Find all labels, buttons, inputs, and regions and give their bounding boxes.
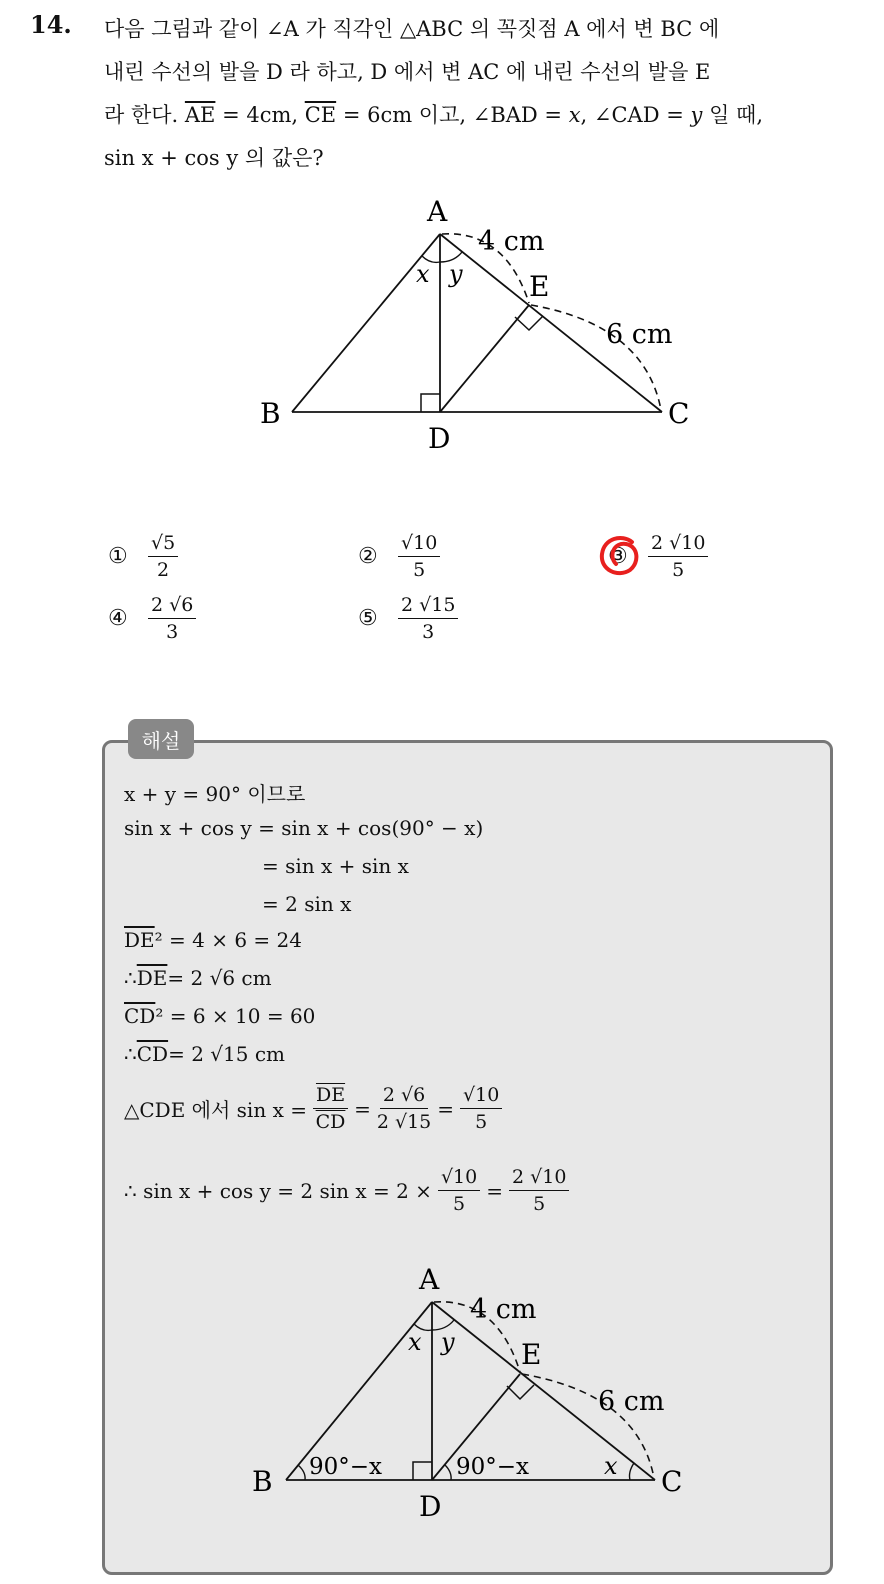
q3-ce: $\overline{CE}$ <box>304 103 337 127</box>
sol-label-ce-length: 6 cm <box>598 1386 665 1417</box>
question-line-4: sin x + cos y 의 값은? <box>104 146 324 170</box>
sol10-pre: ∴ sin x + cos y = 2 sin x = 2 × <box>124 1178 432 1203</box>
q3-a: 라 한다. <box>104 103 185 127</box>
choice-5-number: ⑤ <box>358 606 378 631</box>
label-ae-length: 4 cm <box>478 226 545 257</box>
label-e: E <box>529 270 550 303</box>
sol-angle-arc-d <box>445 1465 451 1480</box>
solution-line-6 <box>124 966 272 990</box>
right-angle-d <box>421 394 440 412</box>
choice-4-number: ④ <box>108 606 128 631</box>
solution-line-10 <box>124 1164 575 1217</box>
sol6-bar: $\overline{DE}$ <box>136 966 168 990</box>
answer-mark-circle-icon <box>596 532 646 584</box>
question-number: 14. <box>30 10 72 39</box>
sol9-frac-1 <box>313 1082 348 1135</box>
sol-label-angle-x: x <box>408 1328 422 1356</box>
solution-line-7 <box>124 1004 315 1028</box>
choice-1-number: ① <box>108 544 128 569</box>
solution-line-4: = 2 sin x <box>262 892 352 916</box>
question-line-2: 내린 수선의 발을 D 라 하고, D 에서 변 AC 에 내린 수선의 발을 E <box>104 60 711 84</box>
label-angle-y: y <box>449 260 463 288</box>
q3-b: = 4cm, <box>215 103 305 127</box>
q3-ae: $\overline{AE}$ <box>184 103 216 127</box>
choice-3-value <box>648 530 708 583</box>
solution-triangle-figure <box>0 1250 884 1550</box>
sol9-eq: = <box>354 1096 371 1121</box>
choice-1-value <box>148 530 178 583</box>
sol-label-c: C <box>661 1465 683 1498</box>
sol9-frac-2 <box>377 1082 431 1135</box>
sol9-f1-num: $\overline{DE}$ <box>313 1082 348 1109</box>
choice-2-value <box>398 530 440 583</box>
q3-x: x <box>568 103 581 127</box>
choice-4-numerator: 2 √6 <box>148 592 196 619</box>
sol-right-angle-e <box>507 1385 534 1399</box>
choice-1-numerator: √5 <box>148 530 178 557</box>
label-a: A <box>427 195 448 228</box>
sol6-rest: = 2 √6 cm <box>167 966 272 990</box>
sol8-rest: = 2 √15 cm <box>168 1042 285 1066</box>
choice-3-number: ③ <box>608 544 628 569</box>
sol-label-b: B <box>252 1465 273 1498</box>
label-angle-x: x <box>416 260 430 288</box>
solution-line-5 <box>124 928 302 952</box>
sol-angle-arc-c <box>630 1463 635 1480</box>
solution-line-8 <box>124 1042 285 1066</box>
label-d: D <box>428 422 451 455</box>
label-b: B <box>260 397 281 430</box>
sol9-f2-den: 2 √15 <box>376 1111 432 1133</box>
q3-c: = 6cm 이고, ∠BAD = <box>336 103 569 127</box>
choice-2-denominator: 5 <box>413 559 426 581</box>
q3-e: 일 때, <box>702 103 763 127</box>
sol10-frac-1 <box>438 1164 480 1217</box>
label-ce-length: 6 cm <box>606 319 673 350</box>
triangle-figure <box>0 0 884 480</box>
sol-label-angle-d: 90°−x <box>456 1454 530 1480</box>
question-line-1: 다음 그림과 같이 ∠A 가 직각인 △ABC 의 꼭짓점 A 에서 변 BC 에 <box>104 17 720 41</box>
sol5-rest: ² = 4 × 6 = 24 <box>154 928 302 952</box>
sol10-f1-num: √10 <box>438 1164 480 1191</box>
sol5-bar: $\overline{DE}$ <box>124 928 155 952</box>
choice-2-numerator: √10 <box>398 530 440 557</box>
sol9-f1-den: CD <box>315 1111 346 1133</box>
solution-line-1: x + y = 90° 이므로 <box>124 782 306 806</box>
solution-tag: 해설 <box>128 719 194 759</box>
sol-right-angle-d <box>413 1462 432 1480</box>
choice-3-numerator: 2 √10 <box>648 530 708 557</box>
sol-label-angle-y: y <box>441 1328 455 1356</box>
choice-5-numerator: 2 √15 <box>398 592 458 619</box>
choice-3-denominator: 5 <box>672 559 685 581</box>
solution-line-3: = sin x + sin x <box>262 854 409 878</box>
sol8-bar: $\overline{CD}$ <box>136 1042 169 1066</box>
sol-label-a: A <box>419 1263 440 1296</box>
sol-angle-arc-b <box>298 1465 305 1480</box>
q3-y: y <box>690 103 703 127</box>
sol9-f2-num: 2 √6 <box>380 1082 428 1109</box>
choice-2-number: ② <box>358 544 378 569</box>
choice-5-value <box>398 592 458 645</box>
choice-5[interactable] <box>358 592 458 645</box>
sol-label-e: E <box>521 1338 542 1371</box>
sol-label-d: D <box>419 1490 442 1523</box>
sol10-f1-den: 5 <box>453 1193 466 1215</box>
q3-d: , ∠CAD = <box>580 103 691 127</box>
segment-de <box>440 305 529 412</box>
sol9-eq2: = <box>437 1096 455 1121</box>
choice-4[interactable] <box>108 592 196 645</box>
sol9-f3-den: 5 <box>475 1111 488 1133</box>
sol7-bar: $\overline{CD}$ <box>124 1004 156 1028</box>
answer-mark-stroke <box>602 538 637 573</box>
solution-line-2: sin x + cos y = sin x + cos(90° − x) <box>124 816 484 840</box>
sol6-pre: ∴ <box>124 966 137 990</box>
solution-line-9 <box>124 1082 508 1135</box>
sol10-eq: = <box>486 1178 504 1203</box>
sol8-pre: ∴ <box>124 1042 137 1066</box>
choice-2[interactable] <box>358 530 440 583</box>
sol-label-angle-b: 90°−x <box>309 1454 383 1480</box>
label-c: C <box>668 397 690 430</box>
choice-1[interactable] <box>108 530 178 583</box>
sol9-f3-num: √10 <box>460 1082 502 1109</box>
sol-label-angle-c: x <box>604 1452 618 1480</box>
choice-4-value <box>148 592 196 645</box>
sol9-pre: △CDE 에서 sin x = <box>124 1098 307 1122</box>
choice-1-denominator: 2 <box>157 559 170 581</box>
sol10-f2-den: 5 <box>533 1193 546 1215</box>
sol10-frac-2 <box>509 1164 569 1217</box>
choice-4-denominator: 3 <box>166 621 179 643</box>
sol10-f2-num: 2 √10 <box>509 1164 569 1191</box>
choice-5-denominator: 3 <box>422 621 435 643</box>
sol7-rest: ² = 6 × 10 = 60 <box>155 1004 316 1028</box>
sol9-frac-3 <box>460 1082 502 1135</box>
sol-label-ae-length: 4 cm <box>470 1294 537 1325</box>
